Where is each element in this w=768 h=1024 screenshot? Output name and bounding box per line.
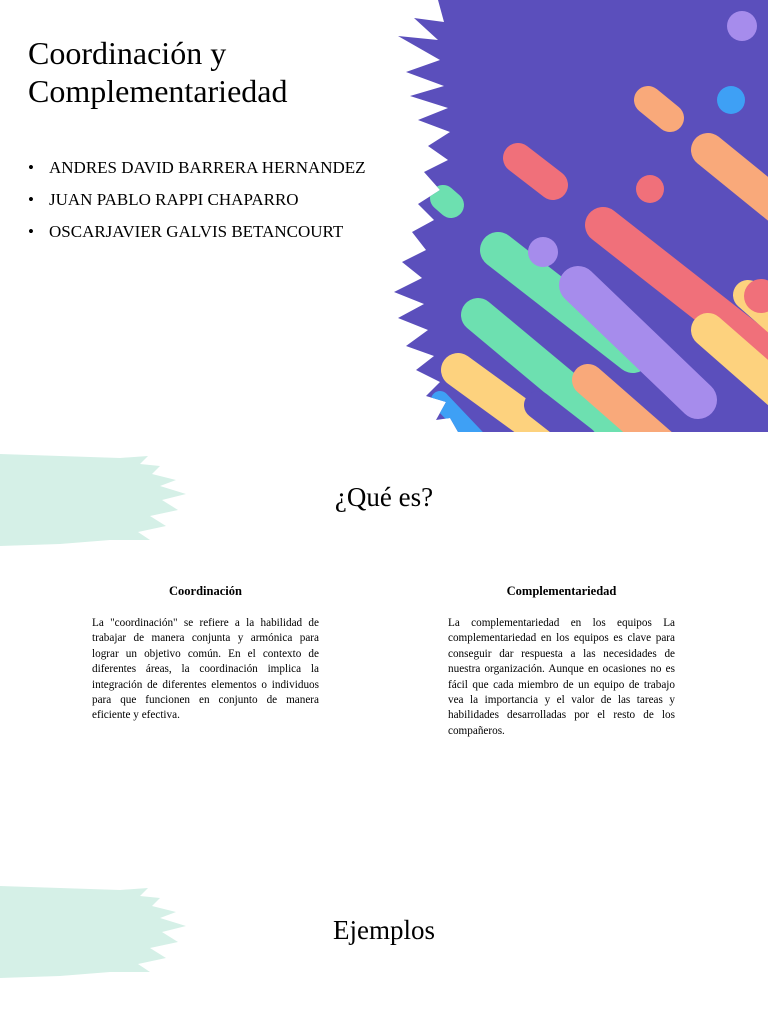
title-slide: [0, 0, 768, 432]
decorative-abstract-graphic: [388, 0, 768, 432]
author-name: ANDRES DAVID BARRERA HERNANDEZ: [49, 158, 366, 177]
complementarity-column: [448, 584, 675, 739]
author-item: [28, 220, 368, 243]
presentation-title: Coordinación y Complementariedad: [28, 35, 288, 109]
column-body: La complementariedad en los equipos La complementariedad en los equipos es clave para conseguir dar respuesta a las necesidades de nuestra organización. Aunque en ocasiones no es fácil que cada miembro de un equipo de trabajo vea la importancia y el valor de las tareas y habilidades desarrolladas por el resto de los compañeros.: [448, 617, 675, 737]
section-title: Ejemplos: [333, 915, 435, 945]
examples-slide: [0, 864, 768, 1024]
column-body: La "coordinación" se refiere a la habilidad de trabajar de manera conjunta y armónica para lograr un objetivo común. En el contexto de diferentes áreas, la coordinación implica la integración de diferentes elementos o individuos para que funcionen en conjunto de manera eficiente y efectiva.: [92, 617, 319, 722]
dot: [727, 11, 757, 41]
definitions-slide: [0, 432, 768, 864]
author-name: JUAN PABLO RAPPI CHAPARRO: [49, 190, 299, 209]
stripe: [518, 158, 553, 185]
author-item: [28, 156, 368, 179]
dot: [528, 237, 558, 267]
author-name: OSCARJAVIER GALVIS BETANCOURT: [49, 222, 344, 241]
bullet-icon: •: [28, 190, 34, 209]
bullet-icon: •: [28, 158, 34, 177]
dot: [636, 175, 664, 203]
coordination-column: [92, 584, 319, 724]
stripe: [443, 198, 451, 205]
column-heading: Complementariedad: [506, 584, 617, 598]
section-title: ¿Qué es?: [334, 482, 434, 512]
column-heading: Coordinación: [169, 584, 242, 598]
author-item: [28, 188, 368, 211]
dot: [717, 86, 745, 114]
bullet-icon: •: [28, 222, 34, 241]
authors-list: [28, 156, 368, 252]
stripe: [648, 100, 670, 118]
